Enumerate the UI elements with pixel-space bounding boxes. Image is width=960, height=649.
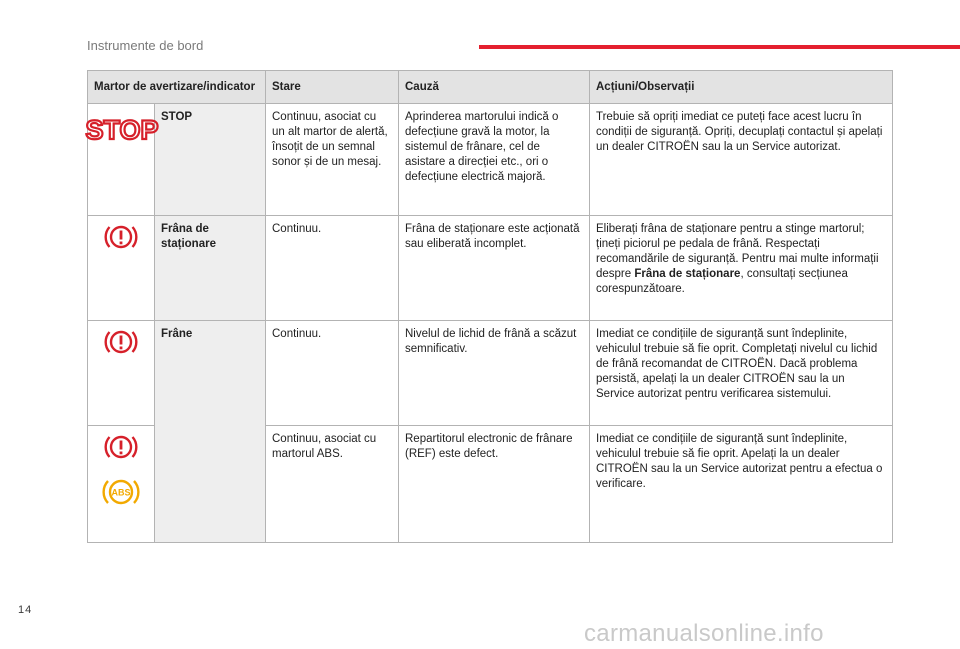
stop-icon-cell xyxy=(85,104,159,216)
action-text-bold: Frâna de staționare xyxy=(634,268,741,280)
state-text: Continuu. xyxy=(266,321,399,426)
stop-icon xyxy=(85,114,159,145)
brake-warning-icon xyxy=(104,222,138,252)
indicator-name: Frâna de staționare xyxy=(155,216,266,321)
indicator-name: Frâne xyxy=(155,321,266,543)
action-text: Imediat ce condițiile de siguranță sunt îndeplinite, vehiculul trebuie să fie oprit. Apelați la un dealer CITROËN sau la un Service autorizat pentru a efectua o verificare. xyxy=(590,426,893,543)
table-row xyxy=(88,321,893,426)
brake-icon-cell xyxy=(88,321,155,426)
column-header-cause: Cauză xyxy=(399,71,590,104)
page-number: 14 xyxy=(18,604,33,616)
brake-abs-icon-cell xyxy=(88,426,155,543)
action-text xyxy=(590,216,893,321)
indicator-name: STOP xyxy=(155,104,266,216)
action-text: Imediat ce condițiile de siguranță sunt îndeplinite, vehiculul trebuie să fie oprit. Completați nivelul cu lichid de frână recomandat de CITROËN. Dacă problema persistă, apelați la un dealer CITROËN sau la un Service autorizat pentru verificarea sistemului. xyxy=(590,321,893,426)
cause-text: Repartitorul electronic de frânare (REF) este defect. xyxy=(399,426,590,543)
brake-warning-icon xyxy=(104,432,138,462)
brake-icon-cell xyxy=(88,216,155,321)
action-text: Trebuie să opriți imediat ce puteți face acest lucru în condiții de siguranță. Opriți, decuplați contactul și apelați un dealer CITROËN sau la un Service autorizat. xyxy=(590,104,893,216)
state-text: Continuu, asociat cu un alt martor de alertă, însoțit de un semnal sonor și de un mesaj. xyxy=(266,104,399,216)
table-row xyxy=(88,216,893,321)
cause-text: Aprinderea martorului indică o defecțiune gravă la motor, la sistemul de frânare, cel de asistare a direcției etc., ori o defecțiune electrică majoră. xyxy=(399,104,590,216)
abs-icon xyxy=(102,476,140,508)
header-accent-bar xyxy=(479,45,960,49)
state-text: Continuu. xyxy=(266,216,399,321)
cause-text: Nivelul de lichid de frână a scăzut semnificativ. xyxy=(399,321,590,426)
column-header-actions: Acțiuni/Observații xyxy=(590,71,893,104)
action-text-part: Eliberați frâna de staționare pentru a stinge martorul; țineți piciorul pe pedala de frână. Respectați recomandările de siguranță. Pentru mai multe informații despre xyxy=(596,223,879,280)
column-header-state: Stare xyxy=(266,71,399,104)
svg-text:ABS: ABS xyxy=(111,487,131,498)
svg-text:STOP: STOP xyxy=(85,115,159,145)
brake-warning-icon xyxy=(104,327,138,357)
page-header-title: Instrumente de bord xyxy=(87,38,204,53)
cause-text: Frâna de staționare este acționată sau eliberată incomplet. xyxy=(399,216,590,321)
table-row xyxy=(88,104,893,216)
watermark: carmanualsonline.info xyxy=(584,620,824,647)
table-header-row xyxy=(88,71,893,104)
warning-lights-table xyxy=(87,70,893,543)
action-text-part: , consultați secțiunea corespunzătoare. xyxy=(596,268,848,295)
state-text: Continuu, asociat cu martorul ABS. xyxy=(266,426,399,543)
column-header-indicator: Martor de avertizare/indicator xyxy=(88,71,266,104)
